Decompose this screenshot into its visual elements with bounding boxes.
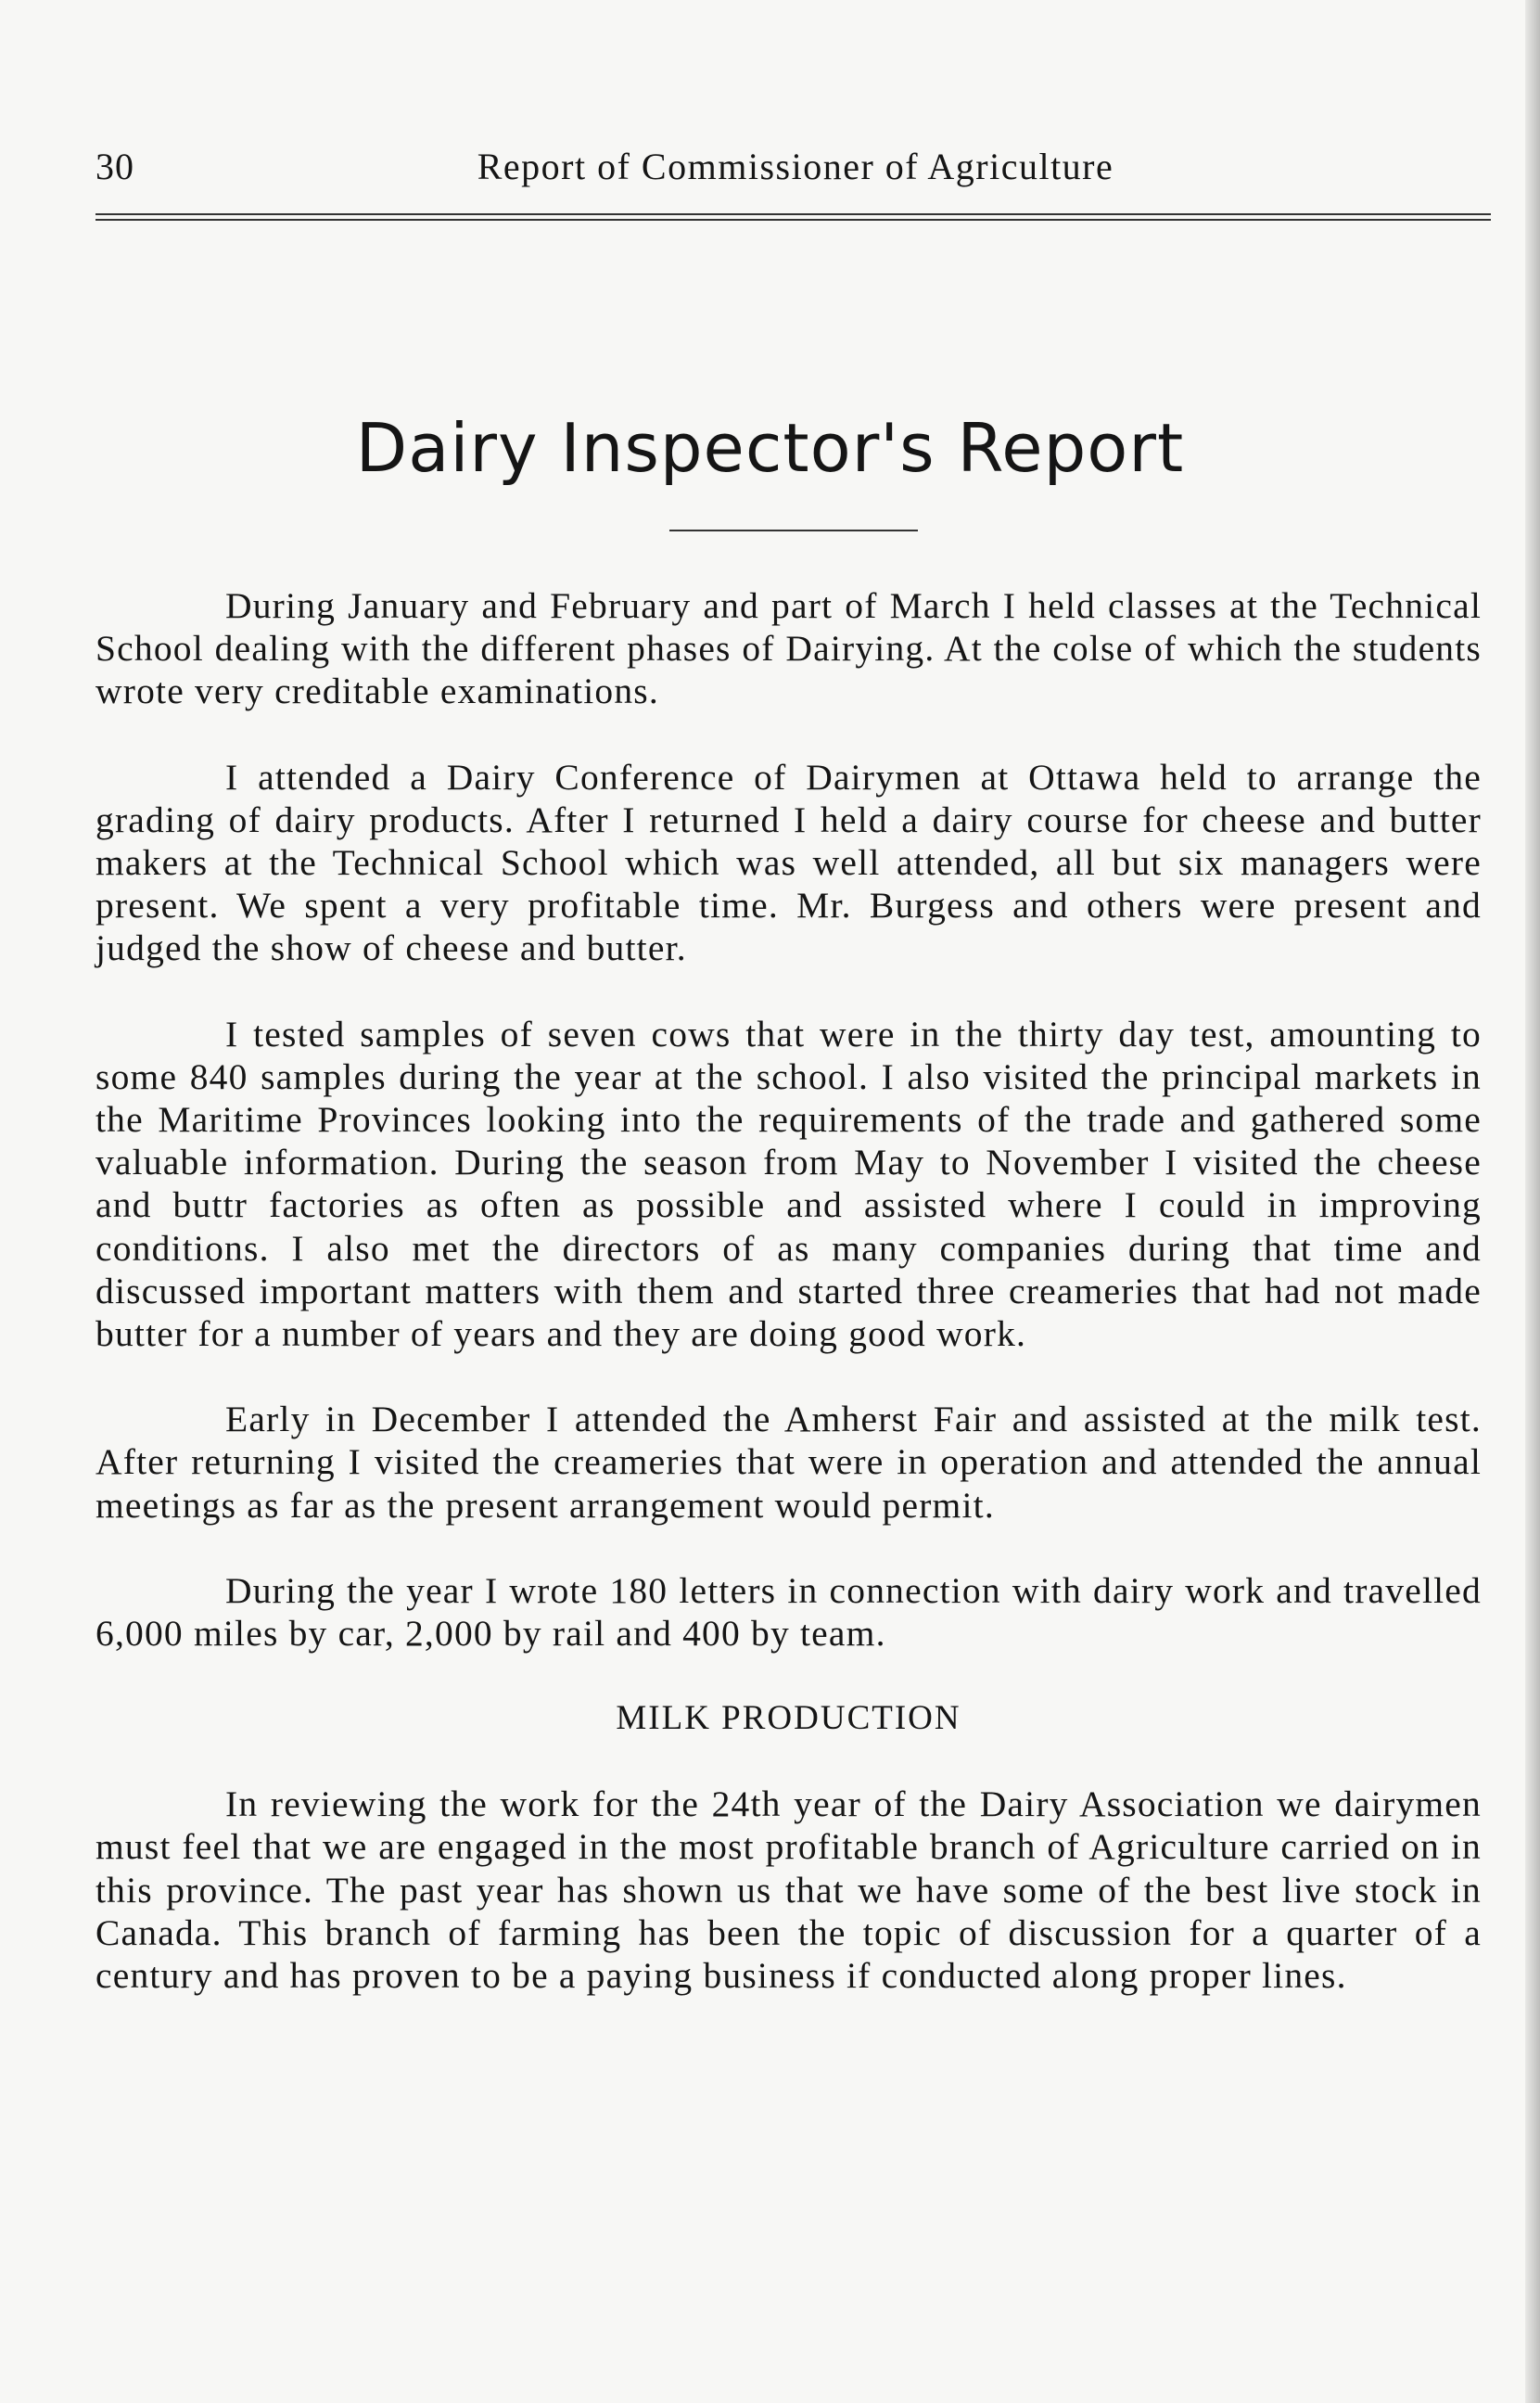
running-title: Report of Commissioner of Agriculture (477, 146, 1114, 187)
page-number: 30 (95, 146, 134, 187)
report-body (95, 584, 1482, 2039)
paragraph-classes: During January and February and part of March I held classes at the Technical School dealing with the different phases of Dairying. At the colse of which the students wrote very creditable examinations. (95, 585, 1482, 712)
paragraph-amherst-fair: Early in December I attended the Amherst Fair and assisted at the milk test. After returning I visited the creameries that were in operation and attended the annual meetings as far as the present arrangement would permit. (95, 1399, 1482, 1526)
section-heading-milk-production: MILK PRODUCTION (616, 1699, 961, 1738)
paragraph-milk-production: In reviewing the work for the 24th year of the Dairy Association we dairymen must feel that we are engaged in the most profitable branch of Agriculture carried on in this province. The past year has shown us that we have some of the best live stock in Canada. This branch of farming has been the topic of discussion for a quarter of a century and has proven to be a paying business if conducted along proper lines. (95, 1783, 1482, 1997)
title-rule (669, 530, 918, 531)
page-edge-shadow (1525, 0, 1540, 2403)
paragraph-testing: I tested samples of seven cows that were in the thirty day test, amounting to some 840 samples during the year at the school. I also visited the principal markets in the Maritime Provinces looking into the requirements of the trade and gathered some valuable information. During the season from May to November I visited the cheese and buttr factories as often as possible and assisted where I could in improving conditions. I also met the directors of as many companies during that time and discussed important matters with them and started three creameries that had not made butter for a number of years and they are doing good work. (95, 1013, 1482, 1355)
paragraph-correspondence: During the year I wrote 180 letters in connection with dairy work and travelled 6,000 miles by car, 2,000 by rail and 400 by team. (95, 1569, 1482, 1655)
report-title: Dairy Inspector's Report (355, 409, 1185, 487)
paragraph-conference: I attended a Dairy Conference of Dairymen at Ottawa held to arrange the grading of dairy products. After I returned I held a dairy course for cheese and butter makers at the Technical School which was well attended, all but six managers were present. We spent a very profitable time. Mr. Burgess and others were present and judged the show of cheese and butter. (95, 756, 1482, 969)
page-header (95, 139, 1495, 195)
header-rule (95, 213, 1491, 221)
